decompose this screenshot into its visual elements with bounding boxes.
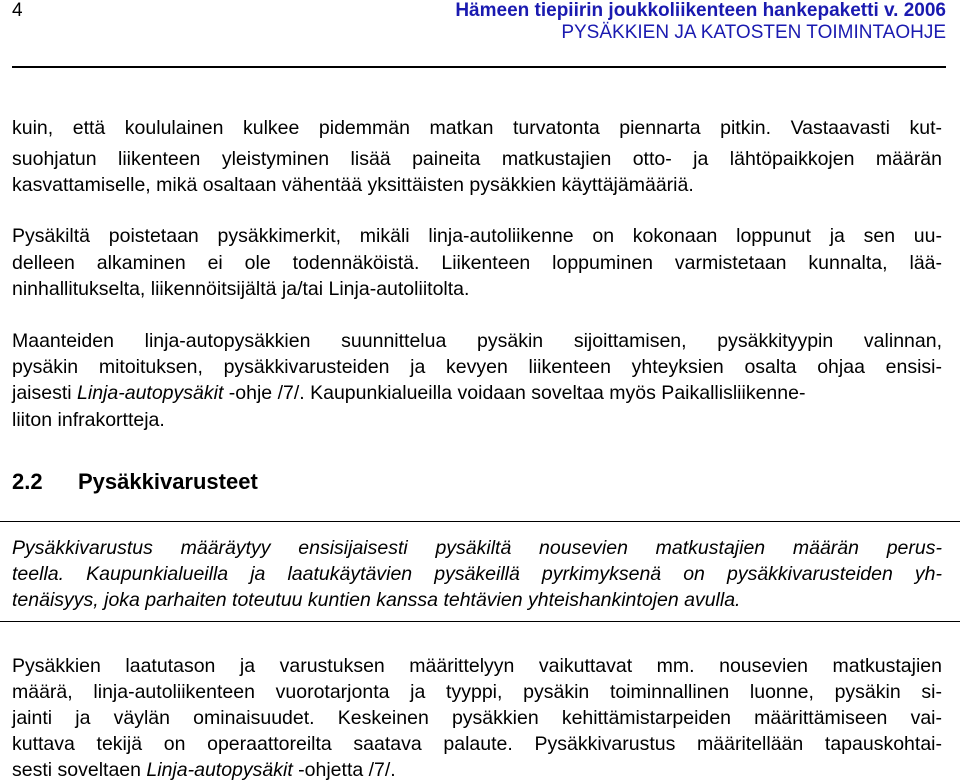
paragraph-line: Pysäkkivarustus määräytyy ensisijaisesti pysäkiltä nousevien matkustajien määrän perus- xyxy=(12,537,942,559)
document-title-reference: Linja-autopysäkit xyxy=(146,759,293,781)
document-title-reference: Linja-autopysäkit xyxy=(77,382,224,404)
section-heading xyxy=(12,469,258,495)
running-header xyxy=(455,0,946,44)
header-title-line1: Hämeen tiepiirin joukkoliikenteen hankepaketti v. 2006 xyxy=(455,0,946,21)
paragraph-line: teella. Kaupunkialueilla ja laatukäytävien pysäkeillä pyrkimyksenä on pysäkkivarusteiden yh- xyxy=(12,563,942,585)
paragraph-line: kuin, että koululainen kulkee pidemmän matkan turvatonta piennarta pitkin. Vastaavasti kut- xyxy=(12,117,942,139)
paragraph-line: Pysäkkien laatutason ja varustuksen määrittelyyn vaikuttavat mm. nousevien matkustajien xyxy=(12,655,942,677)
section-number: 2.2 xyxy=(12,469,43,494)
paragraph-line: delleen alkaminen ei ole todennäköistä. Liikenteen loppuminen varmistetaan kunnalta, lää- xyxy=(12,252,942,274)
paragraph-line xyxy=(12,759,942,782)
paragraph-line: suohjatun liikenteen yleistyminen lisää paineita matkustajien otto- ja lähtöpaikkojen määrän xyxy=(12,148,942,170)
text-run: jaisesti xyxy=(12,382,78,404)
text-run: sesti soveltaen xyxy=(12,759,147,781)
paragraph-line xyxy=(12,382,942,405)
section-title: Pysäkkivarusteet xyxy=(78,469,258,494)
paragraph-line: jainti ja väylän ominaisuudet. Keskeinen pysäkkien kehittämistarpeiden määrittämiseen vai- xyxy=(12,707,942,729)
paragraph-line: liiton infrakortteja. xyxy=(12,409,165,431)
paragraph-line: ninhallitukselta, liikennöitsijältä ja/tai Linja-autoliitolta. xyxy=(12,278,470,300)
page-number: 4 xyxy=(12,0,23,21)
text-run: -ohje /7/. Kaupunkialueilla voidaan soveltaa myös Paikallisliikenne- xyxy=(223,382,806,404)
paragraph-line: Pysäkiltä poistetaan pysäkkimerkit, mikäli linja-autoliikenne on kokonaan loppunut ja sen uu- xyxy=(12,225,942,247)
paragraph-line: kuttava tekijä on operaattoreilta saatava palaute. Pysäkkivarustus määritellään tapauskohtai- xyxy=(12,733,942,755)
paragraph-line: määrä, linja-autoliikenteen vuorotarjonta ja tyyppi, pysäkin toiminnallinen luonne, pysäkin si- xyxy=(12,681,942,703)
paragraph-line: kasvattamiselle, mikä osaltaan vähentää yksittäisten pysäkkien käyttäjämääriä. xyxy=(12,174,694,196)
header-title-line2: PYSÄKKIEN JA KATOSTEN TOIMINTAOHJE xyxy=(561,22,946,43)
text-run: -ohjetta /7/. xyxy=(292,759,396,781)
header-rule xyxy=(12,66,946,68)
paragraph-line: tenäisyys, joka parhaiten toteutuu kuntien kanssa tehtävien yhteishankintojen avulla. xyxy=(12,589,741,611)
paragraph-line: pysäkin mitoituksen, pysäkkivarusteiden ja kevyen liikenteen yhteyksien osalta ohjaa ensisi- xyxy=(12,356,942,378)
paragraph-line: Maanteiden linja-autopysäkkien suunnittelua pysäkin sijoittamisen, pysäkkityypin valinnan, xyxy=(12,330,942,352)
